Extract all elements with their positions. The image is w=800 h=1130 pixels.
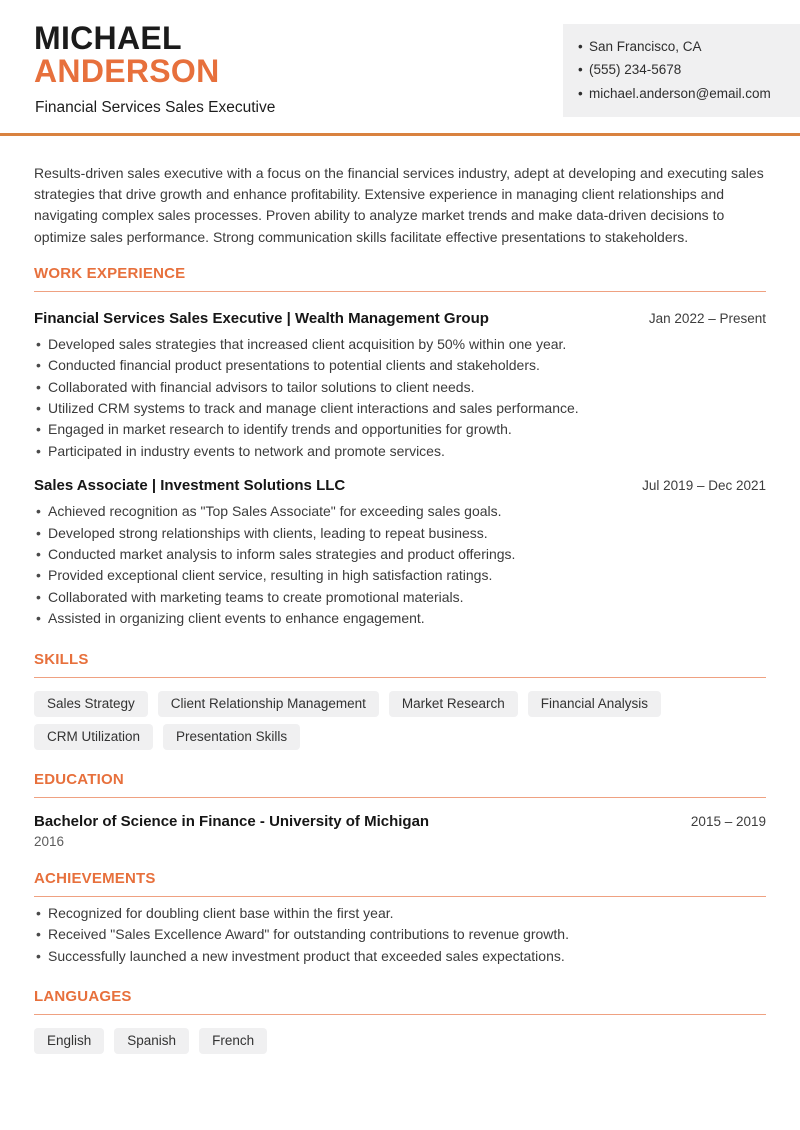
job-bullet: • Conducted market analysis to inform sales strategies and product offerings. <box>34 544 766 565</box>
skill-tag: CRM Utilization <box>34 724 153 750</box>
achievement-bullet: • Successfully launched a new investment product that exceeded sales expectations. <box>34 946 766 967</box>
section-education <box>34 772 766 849</box>
job-dates: Jan 2022 – Present <box>648 310 766 326</box>
section-divider <box>34 1014 766 1015</box>
language-tag: Spanish <box>114 1028 189 1054</box>
candidate-last-name: ANDERSON <box>34 53 220 89</box>
job-bullet: • Assisted in organizing client events to enhance engagement. <box>34 608 766 629</box>
job-dates: Jul 2019 – Dec 2021 <box>642 478 766 494</box>
education-entry <box>34 813 766 849</box>
summary-text: Results-driven sales executive with a focus on the financial services industry, adept at developing and executing sales strategies that drive growth and enhance profitability. Extensive experience in managing client relationships and navigating complex sales processes. Proven ability to analyze market trends and make data-driven decisions to optimize sales performance. Strong communication skills facilitate effective presentations to stakeholders. <box>34 165 764 245</box>
achievements-list <box>34 903 766 967</box>
job-bullet: • Collaborated with financial advisors to tailor solutions to client needs. <box>34 377 766 398</box>
job-title: Financial Services Sales Executive | Wealth Management Group <box>34 309 489 327</box>
job-bullet: • Achieved recognition as "Top Sales Associate" for exceeding sales goals. <box>34 501 766 522</box>
section-divider <box>34 677 766 678</box>
job-bullet: • Engaged in market research to identify trends and opportunities for growth. <box>34 419 766 440</box>
job-bullet: • Conducted financial product presentations to potential clients and stakeholders. <box>34 355 766 376</box>
skills-heading: SKILLS <box>34 650 89 668</box>
section-divider <box>34 797 766 798</box>
education-dates: 2015 – 2019 <box>690 813 766 829</box>
job-bullet: • Collaborated with marketing teams to create promotional materials. <box>34 587 766 608</box>
language-tag: English <box>34 1028 104 1054</box>
languages-heading: LANGUAGES <box>34 987 132 1005</box>
contact-phone: • (555) 234-5678 <box>563 59 792 83</box>
section-languages <box>34 989 766 1054</box>
section-work-experience <box>34 266 766 630</box>
languages-tag-list <box>34 1028 766 1054</box>
section-skills <box>34 652 766 750</box>
contact-email: • michael.anderson@email.com <box>563 82 792 106</box>
skill-tag: Presentation Skills <box>163 724 300 750</box>
job-entry <box>34 309 766 462</box>
language-tag: French <box>199 1028 267 1054</box>
education-year: 2016 <box>34 833 65 849</box>
achievement-bullet: • Recognized for doubling client base within the first year. <box>34 903 766 924</box>
skills-tag-list <box>34 691 766 750</box>
job-bullet: • Provided exceptional client service, resulting in high satisfaction ratings. <box>34 565 766 586</box>
resume-body <box>0 163 800 1054</box>
job-header <box>34 476 766 495</box>
job-bullet: • Developed sales strategies that increased client acquisition by 50% within one year. <box>34 334 766 355</box>
education-row <box>34 813 766 831</box>
resume-header <box>0 0 800 136</box>
education-heading: EDUCATION <box>34 770 124 788</box>
job-title: Sales Associate | Investment Solutions LLC <box>34 477 346 495</box>
job-bullet: • Utilized CRM systems to track and manage client interactions and sales performance. <box>34 398 766 419</box>
skill-tag: Sales Strategy <box>34 691 148 717</box>
achievement-bullet: • Received "Sales Excellence Award" for outstanding contributions to revenue growth. <box>34 924 766 945</box>
contact-card <box>563 24 800 117</box>
section-achievements <box>34 871 766 967</box>
job-bullet-list <box>34 501 766 629</box>
candidate-first-name: MICHAEL <box>34 20 182 56</box>
candidate-job-title: Financial Services Sales Executive <box>35 99 276 116</box>
section-divider <box>34 291 766 292</box>
achievements-heading: ACHIEVEMENTS <box>34 869 156 887</box>
section-divider <box>34 896 766 897</box>
candidate-name <box>34 22 220 88</box>
skill-tag: Market Research <box>389 691 518 717</box>
skill-tag: Financial Analysis <box>528 691 661 717</box>
contact-location: • San Francisco, CA <box>563 35 792 59</box>
work-experience-heading: WORK EXPERIENCE <box>34 264 186 282</box>
education-degree: Bachelor of Science in Finance - University of Michigan <box>34 812 430 830</box>
job-header <box>34 309 766 328</box>
job-bullet-list <box>34 334 766 462</box>
skill-tag: Client Relationship Management <box>158 691 379 717</box>
job-bullet: • Participated in industry events to network and promote services. <box>34 441 766 462</box>
job-bullet: • Developed strong relationships with clients, leading to repeat business. <box>34 523 766 544</box>
job-entry <box>34 476 766 629</box>
